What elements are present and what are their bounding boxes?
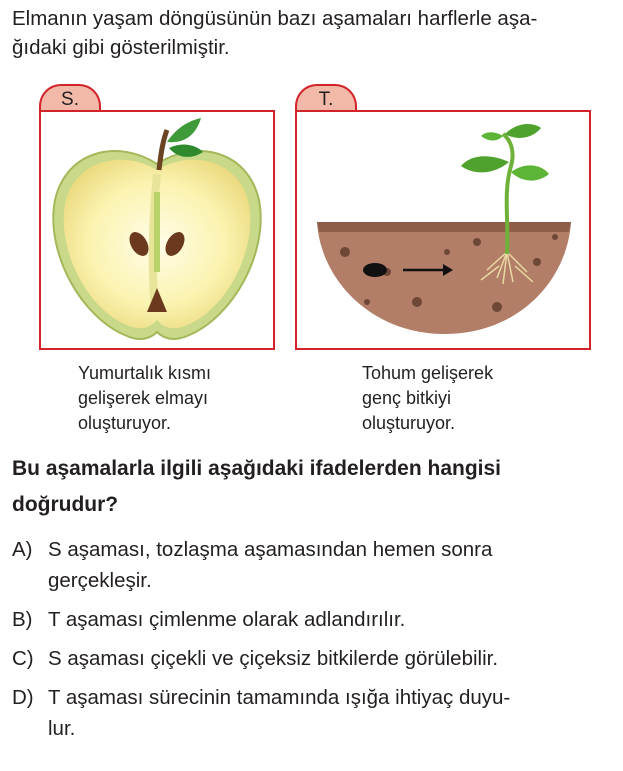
option-d[interactable] [12, 682, 618, 744]
panel-s-caption-line: oluşturuyor. [78, 413, 172, 433]
option-text: S aşaması çiçekli ve çiçeksiz bitkilerde görülebilir. [48, 647, 499, 670]
option-b[interactable] [12, 604, 618, 635]
option-text: T aşaması çimlenme olarak adlandırılır. [48, 608, 406, 631]
question-line-1: Bu aşamalarla ilgili aşağıdaki ifadelerden hangisi [12, 457, 502, 480]
option-letter: D) [12, 686, 34, 709]
option-letter: A) [12, 538, 33, 561]
intro-text [12, 4, 612, 62]
option-text: S aşaması, tozlaşma aşamasından hemen sonra [48, 538, 493, 561]
question-text [12, 451, 612, 523]
panel-t-caption-line: genç bitkiyi [362, 388, 452, 408]
panel-t-caption-line: Tohum gelişerek [362, 363, 494, 383]
option-letter: B) [12, 608, 33, 631]
option-c[interactable] [12, 643, 618, 674]
panel-t [295, 110, 591, 350]
option-a[interactable] [12, 534, 618, 596]
panel-t-tab: T. [295, 84, 357, 112]
intro-line-2: ğıdaki gibi gösterilmiştir. [12, 36, 230, 59]
panel-s-caption [78, 361, 268, 436]
panel-s-caption-line: gelişerek elmayı [78, 388, 209, 408]
option-text: gerçekleşir. [48, 569, 152, 592]
option-text: T aşaması sürecinin tamamında ışığa ihtiyaç duyu- [48, 686, 511, 709]
apple-half-icon [41, 112, 273, 348]
seedling-in-soil-icon [297, 112, 589, 348]
answer-options [12, 534, 618, 752]
panel-s-tab: S. [39, 84, 101, 112]
intro-line-1: Elmanın yaşam döngüsünün bazı aşamaları harflerle aşa- [12, 7, 538, 30]
panel-s-caption-line: Yumurtalık kısmı [78, 363, 212, 383]
option-letter: C) [12, 647, 34, 670]
panel-t-caption-line: oluşturuyor. [362, 413, 456, 433]
option-text: lur. [48, 717, 76, 740]
question-line-2: doğrudur? [12, 493, 119, 516]
panel-s [39, 110, 275, 350]
panel-t-caption [362, 361, 552, 436]
